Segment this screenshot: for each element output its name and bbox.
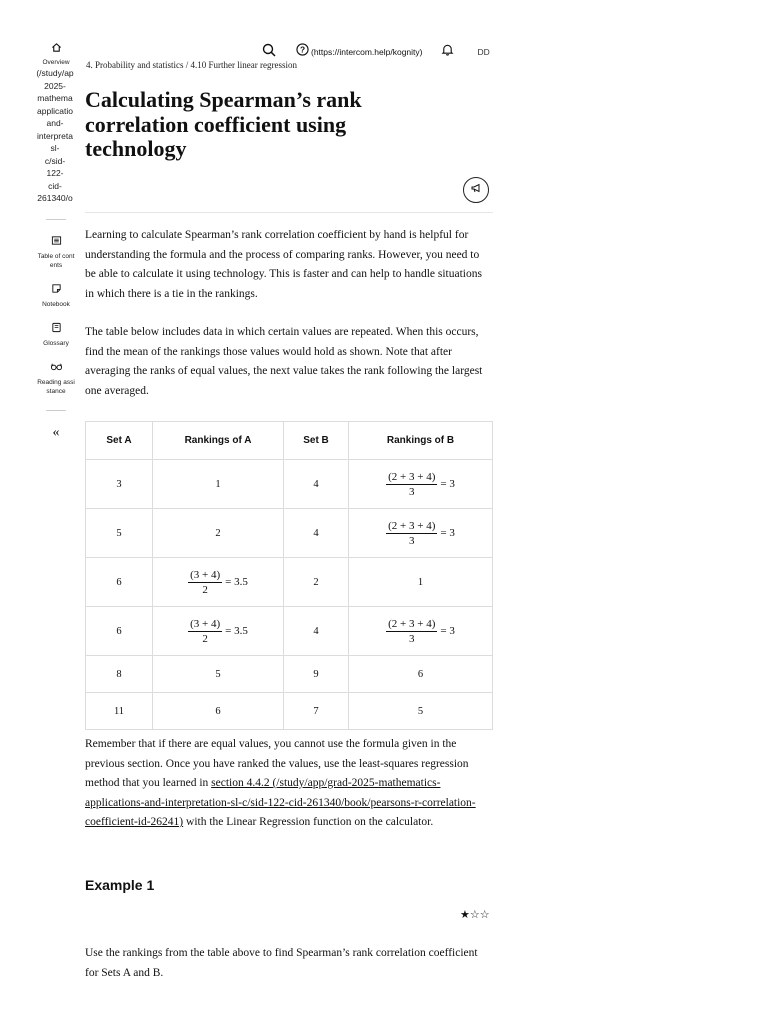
notebook-icon: [49, 282, 63, 296]
sidebar: [36, 36, 76, 441]
fraction-numerator: (3 + 4): [190, 568, 221, 581]
rank-b-cell: [349, 460, 493, 509]
content-divider: [85, 212, 493, 213]
sidebar-item-table-of-contents[interactable]: [36, 234, 76, 270]
rank-b-cell: [349, 509, 493, 558]
fraction-denominator: 3: [409, 485, 415, 498]
fraction-numerator: (2 + 3 + 4): [388, 617, 436, 630]
regression-paragraph: [85, 735, 485, 833]
table-row: [86, 656, 493, 693]
column-header: Set A: [86, 422, 153, 460]
sidebar-item-label: Reading assistance: [37, 378, 75, 395]
rank-a-cell: [153, 607, 284, 656]
set-a-cell: 3: [86, 460, 153, 509]
sidebar-item-label: Notebook: [42, 300, 70, 308]
fraction-denominator: 3: [409, 534, 415, 547]
list-icon: [49, 234, 63, 248]
search-icon[interactable]: [262, 43, 276, 62]
set-a-cell: 8: [86, 656, 153, 693]
rankings-table: [85, 421, 493, 730]
set-b-cell: 9: [284, 656, 349, 693]
fraction: [188, 569, 222, 596]
collapse-sidebar-button[interactable]: [36, 425, 76, 441]
rank-b-cell: 5: [349, 693, 493, 730]
sidebar-item-label: Glossary: [43, 339, 69, 347]
home-icon: [49, 40, 63, 54]
fraction-result: = 3: [440, 527, 455, 539]
overview-path: (/study/ap 2025- mathema applicatio and- interpreta sl- c/sid- 122- cid- 261340/o: [36, 68, 74, 203]
sidebar-item-reading-assistance[interactable]: [36, 360, 76, 396]
fraction-numerator: (2 + 3 + 4): [388, 470, 436, 483]
fraction-denominator: 3: [409, 632, 415, 645]
table-header-row: [86, 422, 493, 460]
set-a-cell: 6: [86, 558, 153, 607]
megaphone-icon: [470, 181, 482, 199]
overview-link[interactable]: [36, 40, 76, 205]
intro-paragraph: Learning to calculate Spearman’s rank correlation coefficient by hand is helpful for understanding the formula and the process of comparing ranks. However, you need to be able to calculate it using technology. This is faster and can help to handle situations in which there is a tie in the rankings.: [85, 229, 482, 300]
rank-a-cell: [153, 558, 284, 607]
top-bar: [262, 42, 498, 62]
fraction-numerator: (2 + 3 + 4): [388, 519, 436, 532]
svg-text:?: ?: [299, 44, 306, 55]
paragraph-text: Remember that if there are equal values, you cannot use the formula given in the previous section. Once you have ranked the values, use the least-squares regression method that you learned in: [85, 738, 469, 789]
glasses-icon: [49, 360, 63, 374]
fraction-result: = 3.5: [225, 576, 248, 588]
set-a-cell: 5: [86, 509, 153, 558]
table-row: [86, 509, 493, 558]
rank-a-cell: 5: [153, 656, 284, 693]
fraction: [386, 618, 437, 645]
page-title: Calculating Spearman’s rank correlation coefficient using technology: [85, 87, 362, 161]
glossary-icon: [49, 321, 63, 335]
rank-b-cell: 6: [349, 656, 493, 693]
help-icon[interactable]: [296, 43, 309, 61]
rank-a-cell: 2: [153, 509, 284, 558]
fraction: [386, 520, 437, 547]
set-b-cell: 7: [284, 693, 349, 730]
paragraph-text: with the Linear Regression function on the calculator.: [183, 816, 434, 828]
notifications-bell-icon[interactable]: [441, 43, 454, 61]
table-row: [86, 460, 493, 509]
overview-label: Overview: [42, 59, 70, 66]
rank-a-cell: 1: [153, 460, 284, 509]
set-a-cell: 6: [86, 607, 153, 656]
set-b-cell: 2: [284, 558, 349, 607]
chevrons-left-icon: «: [52, 424, 60, 440]
difficulty-rating: ★☆☆: [460, 909, 490, 921]
fraction-denominator: 2: [202, 583, 208, 596]
help-link[interactable]: (https://intercom.help/kognity): [311, 47, 423, 57]
rank-b-cell: [349, 607, 493, 656]
fraction: [386, 471, 437, 498]
set-a-cell: 11: [86, 693, 153, 730]
rank-a-cell: 6: [153, 693, 284, 730]
table-row: [86, 558, 493, 607]
announcement-button[interactable]: [463, 177, 489, 203]
fraction-result: = 3: [440, 478, 455, 490]
column-header: Set B: [284, 422, 349, 460]
breadcrumb[interactable]: 4. Probability and statistics / 4.10 Further linear regression: [86, 60, 297, 70]
table-intro-paragraph: The table below includes data in which certain values are repeated. When this occurs, find the mean of the rankings those values would hold as shown. Note that after averaging the ranks of equal values, the next value takes the rank following the largest one averaged.: [85, 326, 483, 397]
example-question: Use the rankings from the table above to find Spearman’s rank correlation coefficient for Sets A and B.: [85, 947, 478, 979]
set-b-cell: 4: [284, 509, 349, 558]
sidebar-divider: [46, 410, 66, 411]
section-link[interactable]: section 4.4.2 (/study/app/grad-2025-mathematics-applications-and-interpretation-sl-c/sid-122-cid-261340/book/pearsons-r-correlation-coefficient-id-26241): [85, 777, 476, 828]
example-heading: Example 1: [85, 877, 155, 893]
sidebar-item-label: Table of contents: [37, 252, 75, 269]
fraction-result: = 3.5: [225, 625, 248, 637]
sidebar-divider: [46, 219, 66, 220]
fraction-result: = 3: [440, 625, 455, 637]
fraction-numerator: (3 + 4): [190, 617, 221, 630]
set-b-cell: 4: [284, 460, 349, 509]
table-row: [86, 607, 493, 656]
fraction-denominator: 2: [202, 632, 208, 645]
user-avatar[interactable]: DD: [477, 47, 490, 57]
table-row: [86, 693, 493, 730]
column-header: Rankings of B: [349, 422, 493, 460]
sidebar-item-notebook[interactable]: [36, 282, 76, 309]
fraction: [188, 618, 222, 645]
column-header: Rankings of A: [153, 422, 284, 460]
set-b-cell: 4: [284, 607, 349, 656]
sidebar-item-glossary[interactable]: [36, 321, 76, 348]
rank-b-cell: 1: [349, 558, 493, 607]
